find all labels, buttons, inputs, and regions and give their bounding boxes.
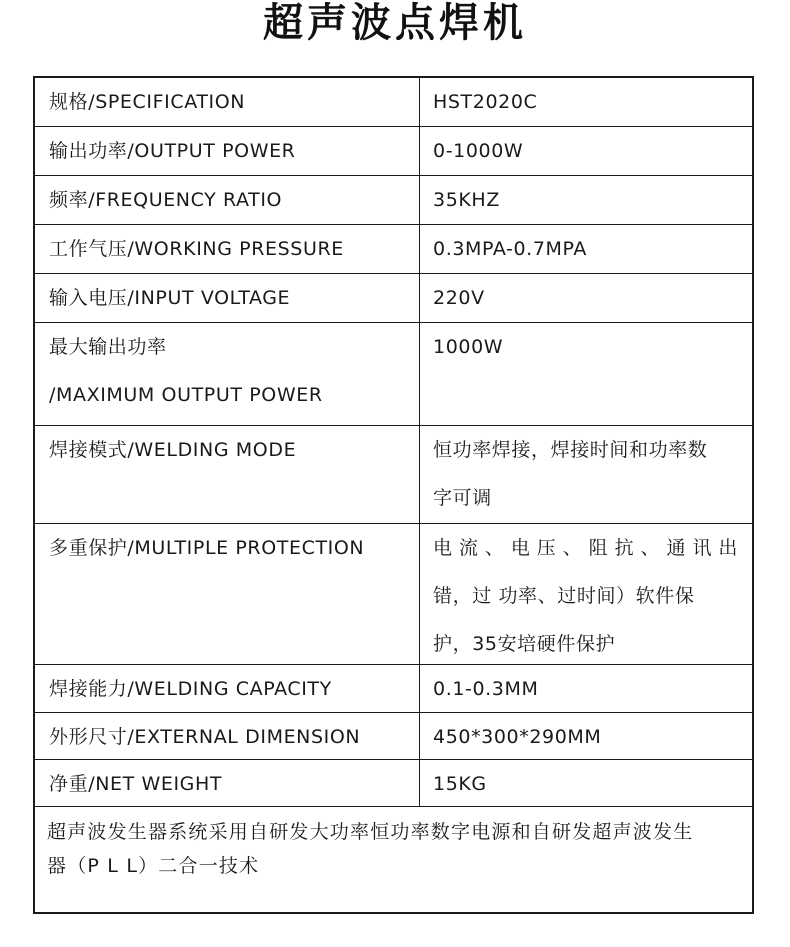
spec-label: 焊接模式/WELDING MODE — [35, 426, 420, 523]
table-row — [35, 78, 752, 127]
table-row — [35, 225, 752, 274]
spec-label: 工作气压/WORKING PRESSURE — [35, 225, 420, 273]
spec-value: 1000W — [433, 336, 504, 358]
spec-value: 15KG — [433, 773, 487, 795]
note-line: 超声波发生器系统采用自研发大功率恒功率数字电源和自研发超声波发生 — [47, 821, 694, 843]
table-note — [35, 807, 752, 912]
table-row — [35, 176, 752, 225]
table-row — [35, 760, 752, 807]
note-line: 器（P L L）二合一技术 — [47, 855, 260, 877]
spec-value: 35KHZ — [433, 189, 500, 211]
table-row — [35, 713, 752, 760]
spec-label: 焊接能力/WELDING CAPACITY — [35, 665, 420, 712]
page-title: 超声波点焊机 — [263, 0, 527, 46]
spec-value: 450*300*290MM — [433, 726, 602, 748]
table-row — [35, 665, 752, 713]
spec-label: 频率/FREQUENCY RATIO — [35, 176, 420, 224]
spec-label: 最大输出功率 /MAXIMUM OUTPUT POWER — [35, 323, 420, 425]
spec-value: 0.1-0.3MM — [433, 678, 539, 700]
table-row — [35, 524, 752, 665]
spec-value: 0-1000W — [433, 140, 524, 162]
spec-label: 输入电压/INPUT VOLTAGE — [35, 274, 420, 322]
spec-value: 恒功率焊接，焊接时间和功率数 字可调 — [433, 439, 708, 509]
table-row — [35, 323, 752, 426]
spec-label: 规格/SPECIFICATION — [35, 78, 420, 126]
table-row — [35, 274, 752, 323]
spec-label: 外形尺寸/EXTERNAL DIMENSION — [35, 713, 420, 759]
spec-label: 多重保护/MULTIPLE PROTECTION — [35, 524, 420, 664]
spec-label: 净重/NET WEIGHT — [35, 760, 420, 806]
spec-table — [33, 76, 754, 914]
spec-value: 电流、电压、阻抗、通讯出 错，过 功率、过时间）软件保 护，35安培硬件保护 — [433, 537, 738, 655]
table-row — [35, 127, 752, 176]
spec-value: HST2020C — [433, 91, 538, 113]
table-row — [35, 426, 752, 524]
spec-label: 输出功率/OUTPUT POWER — [35, 127, 420, 175]
spec-value: 220V — [433, 287, 485, 309]
spec-value: 0.3MPA-0.7MPA — [433, 238, 587, 260]
